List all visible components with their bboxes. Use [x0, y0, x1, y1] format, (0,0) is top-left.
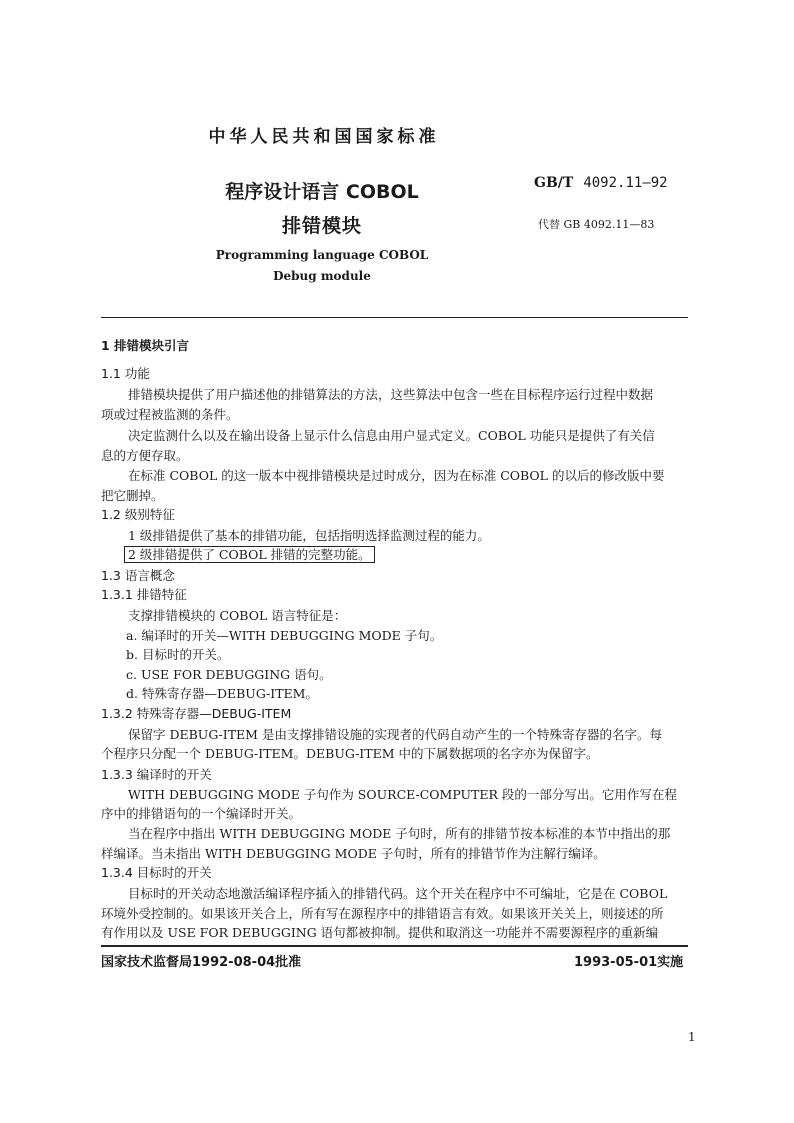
- section-1-3-2-heading: 1.3.2 特殊寄存器—DEBUG-ITEM: [101, 706, 292, 721]
- paragraph-line: 在标准 COBOL 的这一版本中视排错模块是过时成分，因为在标准 COBOL 的以后的修改版中要: [128, 468, 665, 483]
- header-divider: [101, 317, 688, 318]
- level-1-text: 1 级排错提供了基本的排错功能，包括指明选择监测过程的能力。: [128, 528, 490, 543]
- feature-item: d. 特殊寄存器—DEBUG-ITEM。: [126, 686, 318, 701]
- title-en-line1: Programming language COBOL: [215, 248, 429, 262]
- standard-number: [534, 175, 668, 191]
- section-1-1-heading: 1.1 功能: [101, 366, 150, 381]
- paragraph-line: 样编译。当未指出 WITH DEBUGGING MODE 子句时，所有的排错节作为注解行编译。: [101, 846, 606, 861]
- section-1-3-3-heading: 1.3.3 编译时的开关: [101, 767, 212, 782]
- level-2-text: [128, 547, 375, 563]
- paragraph-line: 序中的排错语句的一个编译时开关。: [101, 806, 302, 821]
- paragraph-line: 保留字 DEBUG-ITEM 是由支撑排错设施的实现者的代码自动产生的一个特殊寄存器的名字。每: [128, 727, 662, 742]
- standard-heading: 中华人民共和国国家标准: [208, 127, 440, 147]
- paragraph-line: 当在程序中指出 WITH DEBUGGING MODE 子句时，所有的排错节按本标准的本节中指出的那: [128, 826, 671, 841]
- section-1-3-4-heading: 1.3.4 目标时的开关: [101, 865, 212, 880]
- page-number: 1: [688, 1030, 696, 1044]
- effective-date: 1993-05-01实施: [574, 955, 684, 970]
- paragraph-line: 个程序只分配一个 DEBUG-ITEM。DEBUG-ITEM 中的下属数据项的名字亦为保留字。: [101, 746, 599, 761]
- features-intro: 支撑排错模块的 COBOL 语言特征是：: [128, 608, 347, 623]
- issued-date: 国家技术监督局1992-08-04批准: [101, 955, 302, 970]
- paragraph-line: 把它删掉。: [101, 488, 164, 503]
- title-en-line2: Debug module: [273, 269, 371, 283]
- section-1-3-1-heading: 1.3.1 排错特征: [101, 587, 187, 602]
- title-zh-line2: 排错模块: [281, 215, 362, 237]
- paragraph-line: 排错模块提供了用户描述他的排错算法的方法，这些算法中包含一些在目标程序运行过程中数据: [128, 387, 654, 402]
- paragraph-line: 息的方便存取。: [101, 448, 189, 463]
- level-2-boxed: 2 级排错提供了 COBOL 排错的完整功能。: [124, 546, 375, 563]
- paragraph-line: 项或过程被监测的条件。: [101, 407, 239, 422]
- section-1-3-heading: 1.3 语言概念: [101, 568, 175, 583]
- feature-item: b. 目标时的开关。: [126, 647, 230, 662]
- standard-prefix: GB/T: [534, 175, 574, 191]
- title-zh-line1: 程序设计语言 COBOL: [225, 181, 419, 203]
- standard-number-value: 4092.11—92: [583, 175, 668, 191]
- section-1-2-heading: 1.2 级别特征: [101, 507, 175, 522]
- feature-item: c. USE FOR DEBUGGING 语句。: [126, 667, 332, 682]
- paragraph-line: 有作用以及 USE FOR DEBUGGING 语句都被抑制。提供和取消这一功能并不需要源程序的重新编: [101, 925, 659, 940]
- paragraph-line: WITH DEBUGGING MODE 子句作为 SOURCE-COMPUTER 段的一部分写出。它用作写在程: [128, 787, 677, 802]
- paragraph-line: 决定监测什么以及在输出设备上显示什么信息由用户显式定义。COBOL 功能只是提供了有关信: [128, 428, 655, 443]
- replaces-note: 代替 GB 4092.11—83: [538, 218, 655, 231]
- paragraph-line: 目标时的开关动态地激活编译程序插入的排错代码。这个开关在程序中不可编址，它是在 COBOL: [128, 886, 668, 901]
- footer-divider: [101, 945, 688, 947]
- section-1-heading: 1 排错模块引言: [101, 338, 190, 353]
- feature-item: a. 编译时的开关—WITH DEBUGGING MODE 子句。: [126, 628, 443, 643]
- paragraph-line: 环境外受控制的。如果该开关合上，所有写在源程序中的排错语言有效。如果该开关关上，则接述的所: [101, 906, 664, 921]
